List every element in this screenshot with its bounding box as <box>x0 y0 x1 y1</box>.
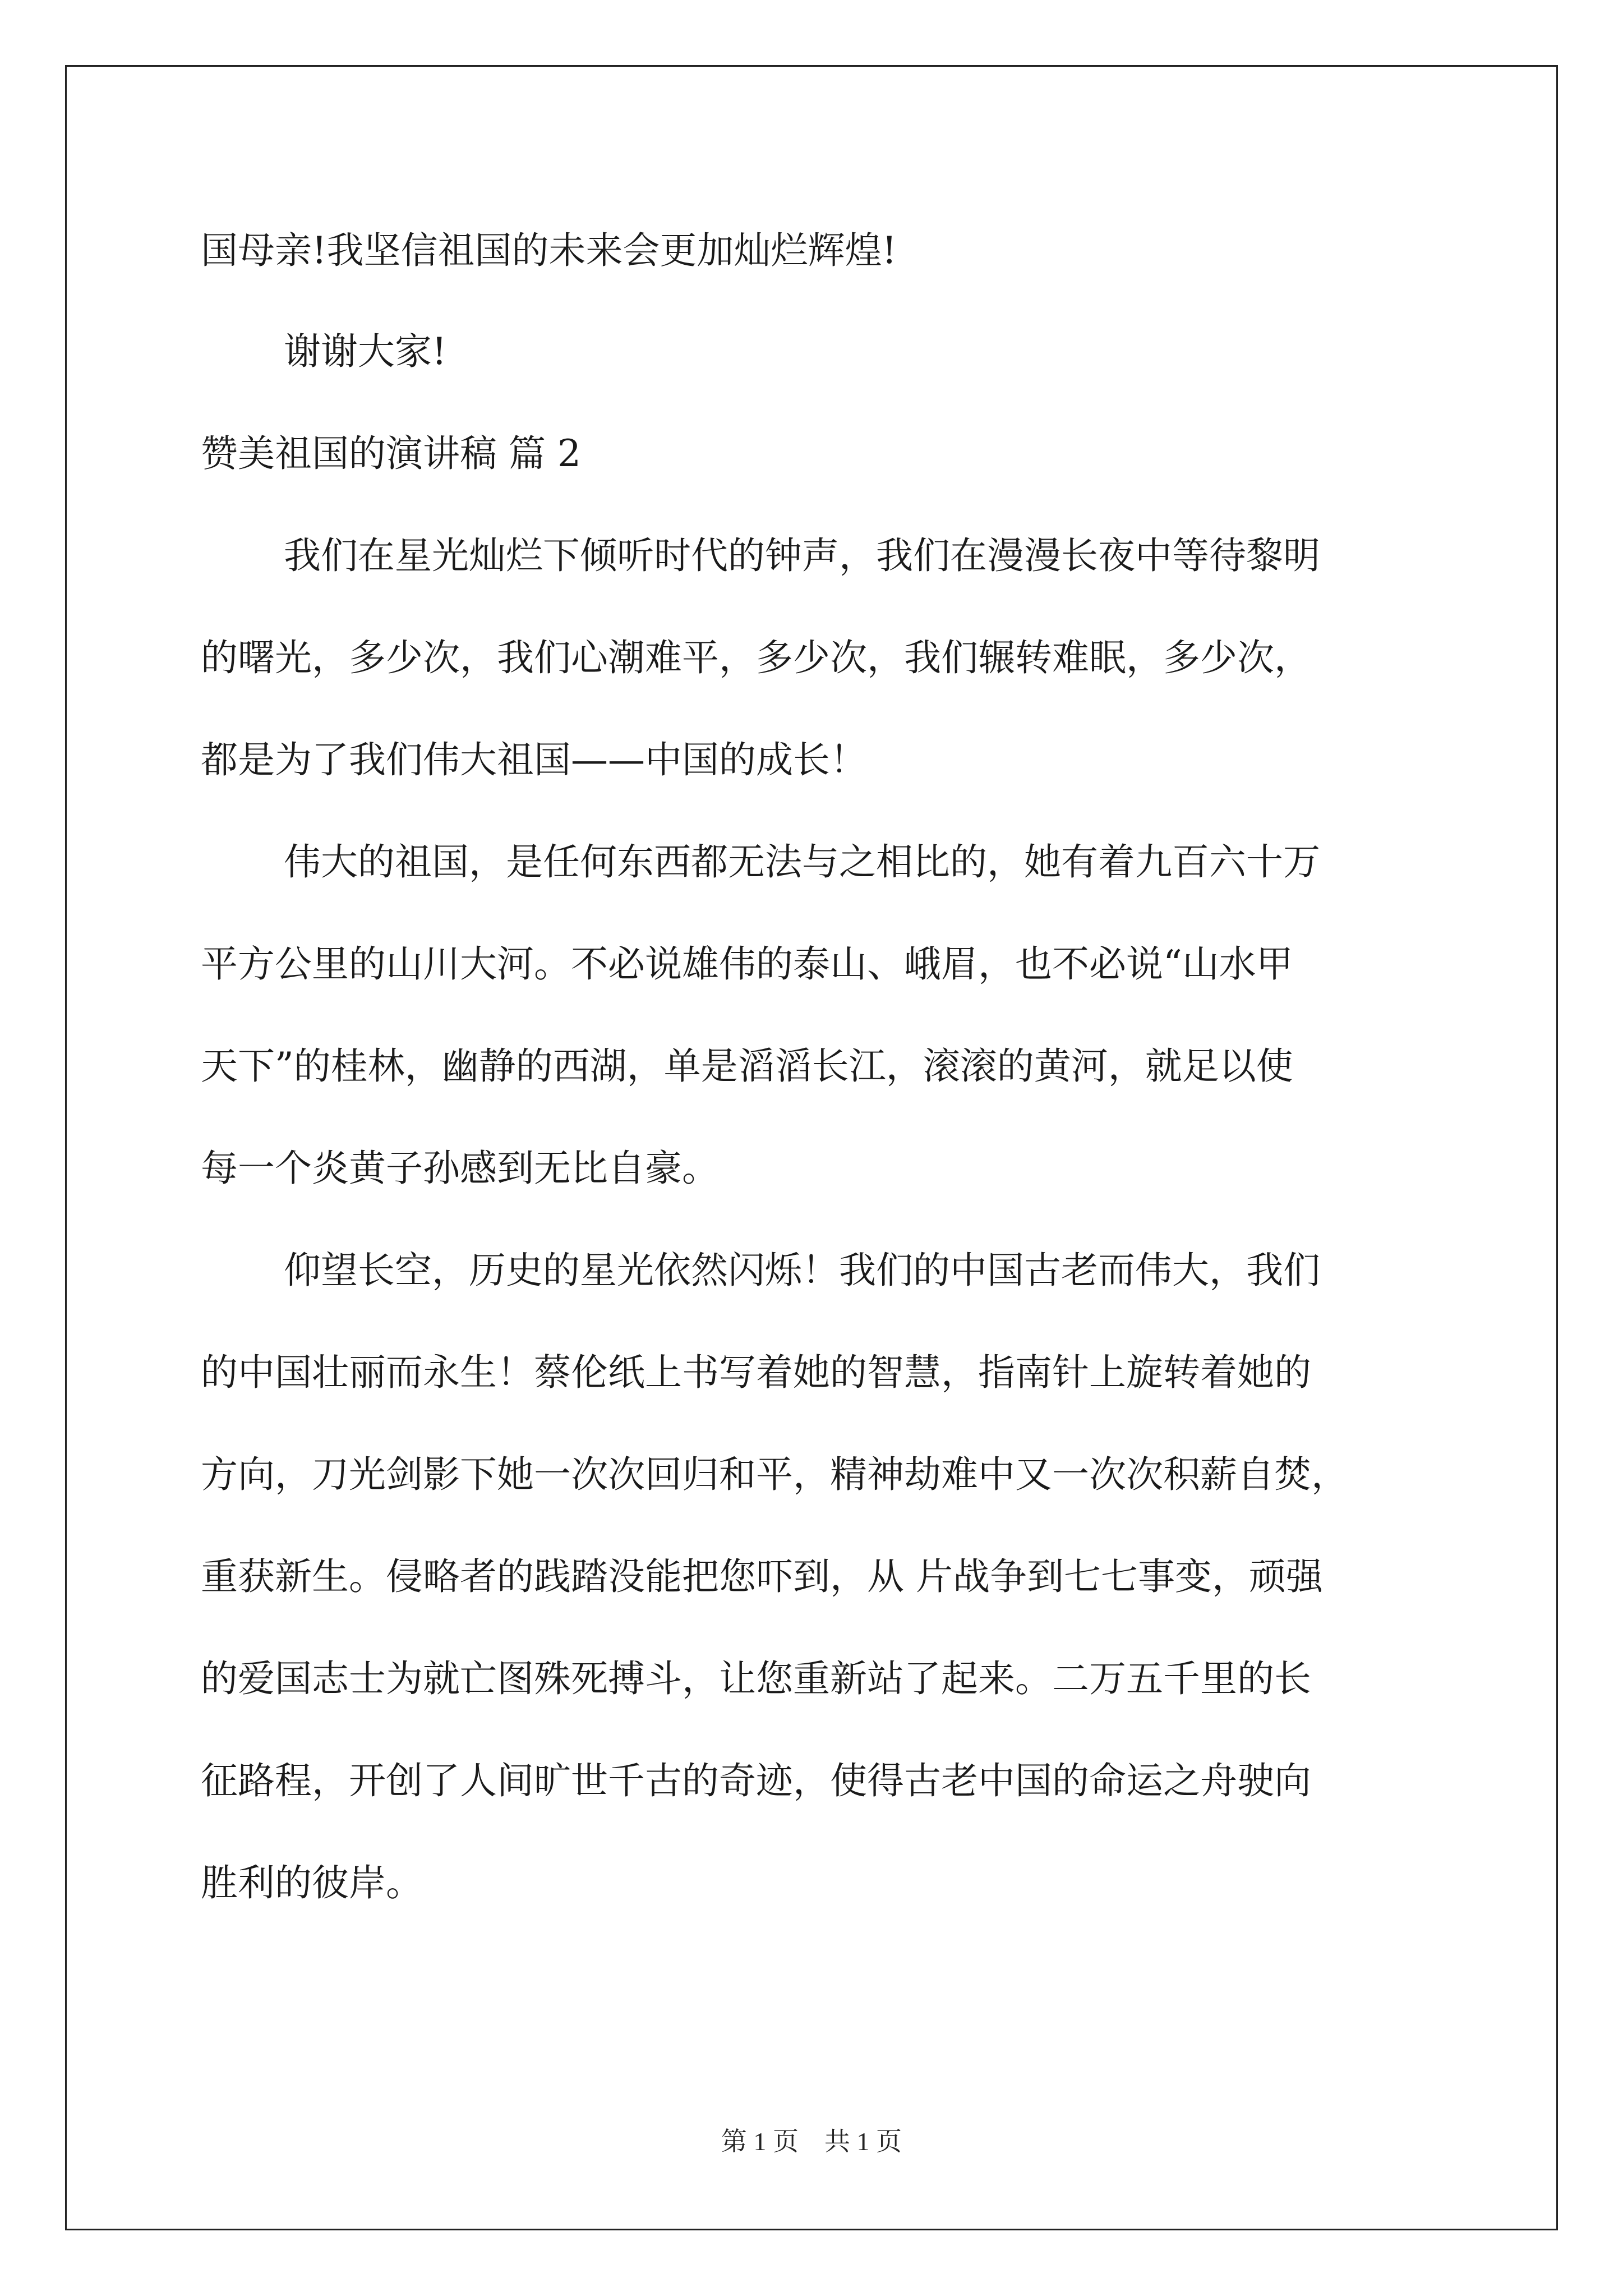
text-line: 的爱国志士为就亡图殊死搏斗，让您重新站了起来。二万五千里的长 <box>201 1657 1311 1700</box>
text-line: 都是为了我们伟大祖国——中国的成长！ <box>201 738 867 781</box>
text-line: 征路程，开创了人间旷世千古的奇迹，使得古老中国的命运之舟驶向 <box>201 1759 1311 1802</box>
text-line: 仰望长空，历史的星光依然闪烁！我们的中国古老而伟大，我们 <box>284 1249 1320 1292</box>
text-line: 胜利的彼岸。 <box>201 1861 423 1904</box>
text-line: 伟大的祖国，是任何东西都无法与之相比的，她有着九百六十万 <box>284 840 1320 884</box>
text-line: 的中国壮丽而永生！蔡伦纸上书写着她的智慧，指南针上旋转着她的 <box>201 1351 1311 1394</box>
text-line: 每一个炎黄子孙感到无比自豪。 <box>201 1147 719 1190</box>
text-line: 的曙光，多少次，我们心潮难平，多少次，我们辗转难眠，多少次， <box>201 636 1311 679</box>
page-number-footer: 第 1 页 共 1 页 <box>721 2127 902 2156</box>
text-line: 谢谢大家! <box>284 330 447 373</box>
section-heading: 赞美祖国的演讲稿 篇 2 <box>201 432 581 475</box>
text-line: 平方公里的山川大河。不必说雄伟的泰山、峨眉，也不必说“山水甲 <box>201 942 1293 986</box>
text-line: 我们在星光灿烂下倾听时代的钟声，我们在漫漫长夜中等待黎明 <box>284 534 1320 577</box>
text-line: 重获新生。侵略者的践踏没能把您吓到，从 片战争到七七事变，顽强 <box>201 1555 1323 1598</box>
text-line: 方向，刀光剑影下她一次次回归和平，精神劫难中又一次次积薪自焚， <box>201 1453 1348 1496</box>
text-line: 天下”的桂林，幽静的西湖，单是滔滔长江，滚滚的黄河，就足以使 <box>201 1045 1293 1088</box>
text-line: 国母亲!我坚信祖国的未来会更加灿烂辉煌! <box>201 229 897 272</box>
